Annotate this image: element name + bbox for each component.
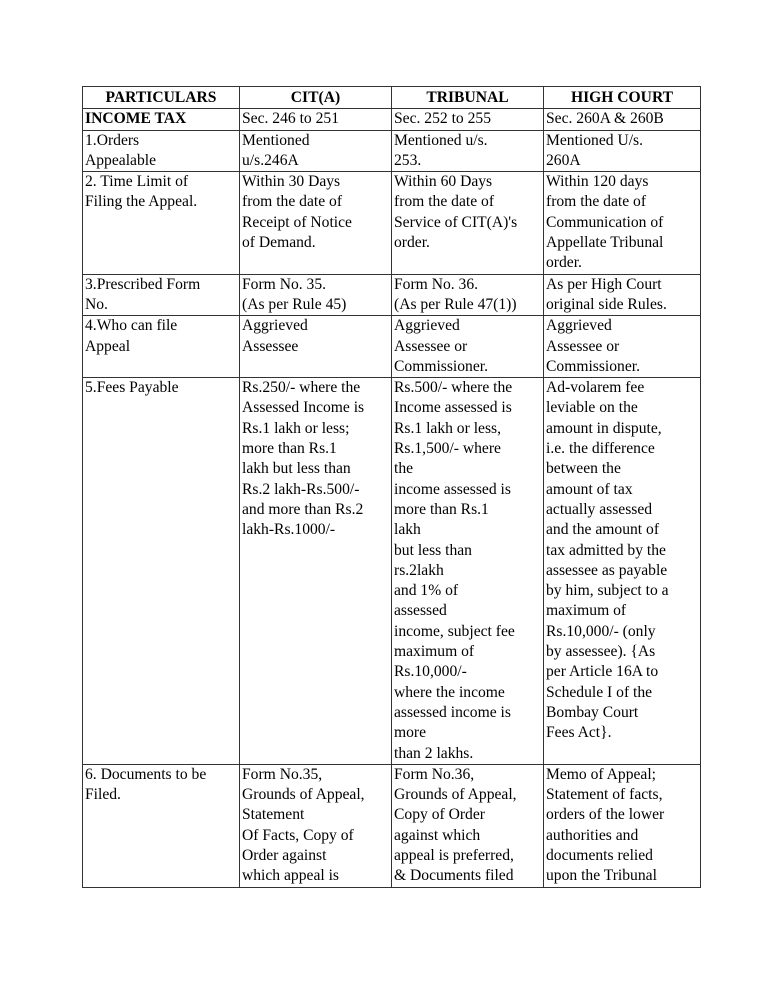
header-cit-a: CIT(A): [240, 87, 392, 109]
cell-high-court: Within 120 days from the date of Communication of Appellate Tribunal order.: [544, 172, 701, 274]
cell-cit: Within 30 Days from the date of Receipt of Notice of Demand.: [240, 172, 392, 274]
cell-tribunal: Form No. 36. (As per Rule 47(1)): [392, 274, 544, 316]
cell-cit: Form No. 35. (As per Rule 45): [240, 274, 392, 316]
table-row-income-tax: [83, 109, 701, 130]
cell-particular: 1.Orders Appealable: [83, 130, 240, 172]
cell-high-court: As per High Court original side Rules.: [544, 274, 701, 316]
cell-high-court: Sec. 260A & 260B: [544, 109, 701, 130]
table-row-who-can-file: [83, 316, 701, 378]
cell-tribunal: Within 60 Days from the date of Service of CIT(A)'s order.: [392, 172, 544, 274]
cell-cit: Sec. 246 to 251: [240, 109, 392, 130]
cell-high-court: Mentioned U/s. 260A: [544, 130, 701, 172]
cell-high-court: Ad-volarem fee leviable on the amount in dispute, i.e. the difference between the amount of tax actually assessed and the amount of tax admitted by the assessee as payable by him, subject to a maximum of Rs.10,000/- (only by assessee). {As per Article 16A to Schedule I of the Bombay Court Fees Act}.: [544, 378, 701, 765]
cell-particular: 2. Time Limit of Filing the Appeal.: [83, 172, 240, 274]
header-high-court: HIGH COURT: [544, 87, 701, 109]
table-row-documents: [83, 764, 701, 887]
cell-particular: 5.Fees Payable: [83, 378, 240, 765]
cell-particular: 6. Documents to be Filed.: [83, 764, 240, 887]
cell-particular: 4.Who can file Appeal: [83, 316, 240, 378]
table-row-time-limit: [83, 172, 701, 274]
header-tribunal: TRIBUNAL: [392, 87, 544, 109]
table-row-orders-appealable: [83, 130, 701, 172]
cell-cit: Aggrieved Assessee: [240, 316, 392, 378]
cell-tribunal: Mentioned u/s. 253.: [392, 130, 544, 172]
cell-high-court: Memo of Appeal; Statement of facts, orders of the lower authorities and documents relied upon the Tribunal: [544, 764, 701, 887]
cell-cit: Rs.250/- where the Assessed Income is Rs.1 lakh or less; more than Rs.1 lakh but less than Rs.2 lakh-Rs.500/- and more than Rs.2 lakh-Rs.1000/-: [240, 378, 392, 765]
cell-high-court: Aggrieved Assessee or Commissioner.: [544, 316, 701, 378]
table-row-prescribed-form: [83, 274, 701, 316]
cell-particular: INCOME TAX: [83, 109, 240, 130]
cell-particular: 3.Prescribed Form No.: [83, 274, 240, 316]
cell-cit: Form No.35, Grounds of Appeal, Statement Of Facts, Copy of Order against which appeal is: [240, 764, 392, 887]
cell-tribunal: Form No.36, Grounds of Appeal, Copy of Order against which appeal is preferred, & Documents filed: [392, 764, 544, 887]
cell-tribunal: Sec. 252 to 255: [392, 109, 544, 130]
table-header-row: [83, 87, 701, 109]
cell-tribunal: Aggrieved Assessee or Commissioner.: [392, 316, 544, 378]
cell-tribunal: Rs.500/- where the Income assessed is Rs.1 lakh or less, Rs.1,500/- where the income assessed is more than Rs.1 lakh but less than rs.2lakh and 1% of assessed income, subject fee maximum of Rs.10,000/- where the income assessed income is more than 2 lakhs.: [392, 378, 544, 765]
cell-cit: Mentioned u/s.246A: [240, 130, 392, 172]
appeal-comparison-table: [82, 86, 701, 888]
header-particulars: PARTICULARS: [83, 87, 240, 109]
table-row-fees-payable: [83, 378, 701, 765]
